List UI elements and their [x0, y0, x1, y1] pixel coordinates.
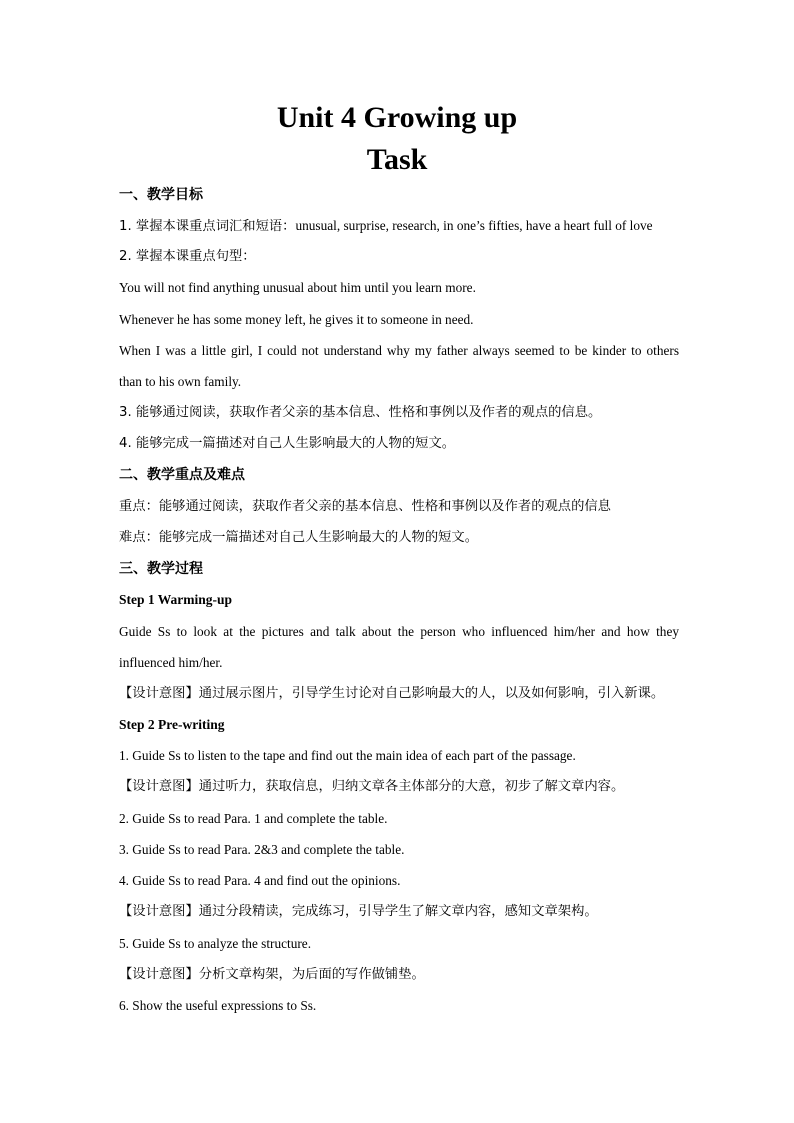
- step-2-title: Step 2 Pre-writing: [119, 717, 225, 732]
- step-1-title: Step 1 Warming-up: [119, 592, 233, 607]
- step-2-design-intent-1: 【设计意图】通过听力，获取信息，归纳文章各主体部分的大意，初步了解文章内容。: [119, 779, 625, 794]
- step-2-item-1: 1. Guide Ss to listen to the tape and find out the main idea of each part of the passage.: [119, 748, 576, 763]
- key-sentence-1: You will not find anything unusual about him until you learn more.: [119, 280, 476, 295]
- step-1-design-intent: 【设计意图】通过展示图片，引导学生讨论对自己影响最大的人，以及如何影响，引入新课。: [119, 686, 665, 701]
- goal-3: 3. 能够通过阅读，获取作者父亲的基本信息、性格和事例以及作者的观点的信息。: [119, 405, 602, 420]
- difficulty-point: 难点：能够完成一篇描述对自己人生影响最大的人物的短文。: [119, 530, 479, 545]
- step-2-item-6: 6. Show the useful expressions to Ss.: [119, 998, 317, 1013]
- step-2-design-intent-2: 【设计意图】通过分段精读，完成练习，引导学生了解文章内容，感知文章架构。: [119, 904, 598, 919]
- step-2-item-3: 3. Guide Ss to read Para. 2&3 and complete the table.: [119, 842, 405, 857]
- step-2-design-intent-3: 【设计意图】分析文章构架，为后面的写作做铺垫。: [119, 967, 425, 982]
- step-2-item-5: 5. Guide Ss to analyze the structure.: [119, 936, 312, 951]
- document-subtitle: Task: [366, 143, 428, 176]
- section-heading-goals: 一、教学目标: [119, 187, 203, 203]
- key-sentence-3-line-1: When I was a little girl, I could not understand why my father always seemed to be kinder to others: [119, 343, 679, 358]
- key-sentence-3-line-2: than to his own family.: [119, 374, 242, 389]
- step-1-text-line-2: influenced him/her.: [119, 655, 223, 670]
- goal-1-vocabulary: unusual, surprise, research, in one’s fifties, have a heart full of love: [295, 218, 653, 233]
- document-title: Unit 4 Growing up: [276, 101, 518, 134]
- section-heading-process: 三、教学过程: [119, 561, 203, 577]
- step-1-text-line-1: Guide Ss to look at the pictures and talk about the person who influenced him/her and how they: [119, 624, 679, 639]
- section-heading-keypoints: 二、教学重点及难点: [119, 467, 245, 483]
- step-2-item-4: 4. Guide Ss to read Para. 4 and find out the opinions.: [119, 873, 401, 888]
- key-sentence-2: Whenever he has some money left, he gives it to someone in need.: [119, 312, 474, 327]
- step-2-item-2: 2. Guide Ss to read Para. 1 and complete the table.: [119, 811, 388, 826]
- goal-1: [119, 216, 679, 237]
- key-point: 重点：能够通过阅读，获取作者父亲的基本信息、性格和事例以及作者的观点的信息: [119, 499, 611, 514]
- goal-1-prefix: 1. 掌握本课重点词汇和短语：: [119, 219, 296, 234]
- goal-2: 2. 掌握本课重点句型：: [119, 249, 256, 264]
- goal-4: 4. 能够完成一篇描述对自己人生影响最大的人物的短文。: [119, 436, 456, 451]
